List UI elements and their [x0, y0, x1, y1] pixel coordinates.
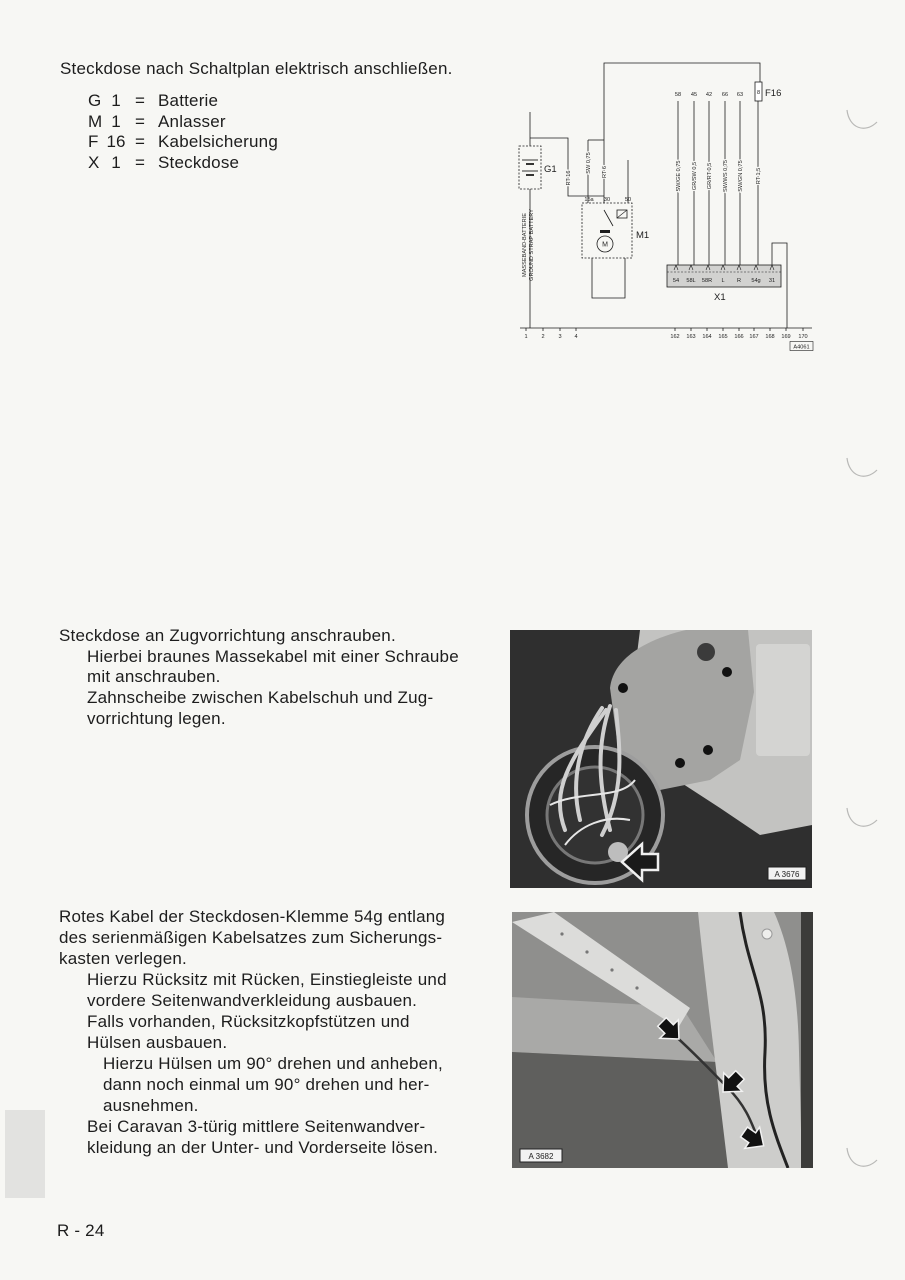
- punch-hole-mark: [847, 1148, 877, 1166]
- grid-number: 2: [541, 334, 545, 340]
- edge-tab: [5, 1110, 45, 1198]
- legend-description: Steckdose: [158, 153, 240, 173]
- ground-strap-label-en: GROUND STRAP BATTERY: [529, 209, 535, 281]
- section2-line: mit anschrauben.: [87, 667, 221, 687]
- grid-number: 166: [734, 334, 744, 340]
- starter-terminal: 30: [603, 197, 611, 203]
- punch-hole-mark: [847, 458, 877, 476]
- legend-row-starter: [88, 112, 278, 133]
- ground-strap-label-de: MASSEBAND-BATTERIE: [522, 213, 528, 277]
- battery-symbol: [519, 146, 541, 189]
- legend-number: 16: [106, 132, 126, 152]
- socket-pin: 58L: [686, 278, 696, 284]
- legend-row-socket: [88, 153, 278, 174]
- legend-description: Anlasser: [158, 111, 226, 131]
- legend-code: F: [88, 132, 99, 152]
- photo2-figure-id: A 3682: [528, 1152, 554, 1161]
- sleeve-removal-step: ausnehmen.: [103, 1096, 199, 1115]
- fuse-rating: 8: [756, 90, 761, 96]
- legend-equals: =: [135, 91, 145, 110]
- legend-number: 1: [111, 153, 121, 173]
- grid-number: 4: [574, 334, 578, 340]
- photo1-figure-id: A 3676: [774, 870, 800, 879]
- legend-description: Batterie: [158, 91, 219, 110]
- grid-number: 170: [798, 334, 808, 340]
- battery-label: G1: [544, 164, 557, 175]
- starter-terminal: 50: [624, 197, 632, 203]
- legend-description: Kabelsicherung: [158, 132, 278, 152]
- grid-number: 165: [718, 334, 728, 340]
- legend-equals: =: [135, 153, 145, 173]
- section3-lead: des serienmäßigen Kabelsatzes zum Sicherungs-: [59, 928, 443, 947]
- terminal-number: 66: [721, 92, 729, 98]
- sleeve-removal-step: Hierzu Hülsen um 90° drehen und anheben,: [103, 1054, 443, 1073]
- photo-cable-routing: [512, 912, 813, 1168]
- socket-label: X1: [714, 292, 726, 303]
- headrest-step: Falls vorhanden, Rücksitzkopfstützen und: [87, 1012, 410, 1031]
- punch-hole-mark: [847, 110, 877, 128]
- figure-id: A4061: [793, 344, 810, 351]
- fuse-label: F16: [765, 88, 782, 99]
- starter-contact: [600, 230, 610, 233]
- grid-number: 168: [765, 334, 775, 340]
- starter-label: M1: [636, 230, 650, 241]
- legend-code: M: [88, 111, 103, 131]
- wire-label: SW/WS 0,75: [723, 159, 729, 193]
- grid-number: 1: [524, 334, 528, 340]
- wire-label: GR/SW 0,5: [692, 161, 698, 191]
- caravan-step: kleidung an der Unter- und Vorderseite lösen.: [87, 1138, 439, 1157]
- terminal-number: 42: [705, 92, 713, 98]
- motor-letter: M: [602, 241, 608, 249]
- legend-equals: =: [135, 132, 145, 152]
- legend-code: G: [88, 91, 102, 110]
- wire-label: SW/GE 0,75: [676, 160, 682, 192]
- socket-pin: L: [721, 278, 725, 284]
- photo-socket-mounting-image: [510, 630, 812, 888]
- section3-lead: Rotes Kabel der Steckdosen-Klemme 54g entlang: [59, 907, 446, 926]
- battery-plates: [522, 160, 538, 175]
- legend-number: 1: [111, 91, 121, 110]
- grid-number: 164: [702, 334, 712, 340]
- grid-number: 3: [558, 334, 562, 340]
- component-legend: [88, 91, 278, 174]
- wire-label: SW 0,75: [586, 152, 592, 174]
- wire-label: SW/GN 0,75: [738, 160, 744, 192]
- socket-pin: 54g: [751, 278, 761, 284]
- section2-text: [0, 626, 500, 729]
- legend-row-fuse: [88, 132, 278, 153]
- seat-removal-step: Hierzu Rücksitz mit Rücken, Einstiegleiste und: [87, 970, 447, 989]
- legend-equals: =: [135, 111, 145, 131]
- socket-pin: 58R: [701, 278, 713, 284]
- socket-pin: R: [736, 278, 742, 284]
- wiring-diagram: [505, 55, 825, 355]
- starter-switch: [604, 210, 613, 226]
- section1-intro: Steckdose nach Schaltplan elektrisch anschließen.: [60, 59, 453, 78]
- section2-lead: Steckdose an Zugvorrichtung anschrauben.: [59, 626, 396, 645]
- wire-label: GR/RT 0,5: [707, 162, 713, 190]
- section3-lead: kasten verlegen.: [59, 949, 187, 968]
- legend-code: X: [88, 153, 100, 173]
- terminal-number: 45: [690, 92, 698, 98]
- section3-text: [0, 906, 500, 1158]
- section2-line: Zahnscheibe zwischen Kabelschuh und Zug-: [87, 688, 434, 708]
- socket-pin: 31: [768, 278, 776, 284]
- starter-terminal: 15a: [584, 197, 594, 203]
- legend-number: 1: [111, 111, 121, 131]
- grid-number: 169: [781, 334, 791, 340]
- wire-label: RT 6: [602, 166, 608, 178]
- grid-number: 162: [670, 334, 680, 340]
- punch-hole-marks: [835, 0, 905, 1280]
- wire-label: RT 16: [566, 170, 572, 186]
- solenoid-diagonal: [617, 210, 627, 218]
- section2-line: Hierbei braunes Massekabel mit einer Schraube: [87, 646, 459, 666]
- punch-hole-mark: [847, 808, 877, 826]
- sleeve-removal-step: dann noch einmal um 90° drehen und her-: [103, 1075, 430, 1094]
- photo-socket-mounting: [510, 630, 812, 888]
- photo-cable-routing-image: [512, 912, 813, 1168]
- page-number: R - 24: [57, 1221, 105, 1240]
- terminal-number: 58: [674, 92, 682, 98]
- wire-label: RT 1,5: [756, 167, 762, 185]
- caravan-step: Bei Caravan 3-türig mittlere Seitenwandver-: [87, 1117, 426, 1136]
- legend-row-battery: [88, 91, 278, 112]
- seat-removal-step: vordere Seitenwandverkleidung ausbauen.: [87, 991, 418, 1010]
- section2-line: vorrichtung legen.: [87, 708, 226, 728]
- diagram-wires: [520, 63, 812, 331]
- grid-number: 163: [686, 334, 696, 340]
- terminal-number: 63: [736, 92, 744, 98]
- headrest-step: Hülsen ausbauen.: [87, 1033, 228, 1052]
- grid-number: 167: [749, 334, 759, 340]
- socket-pin: 54: [672, 278, 680, 284]
